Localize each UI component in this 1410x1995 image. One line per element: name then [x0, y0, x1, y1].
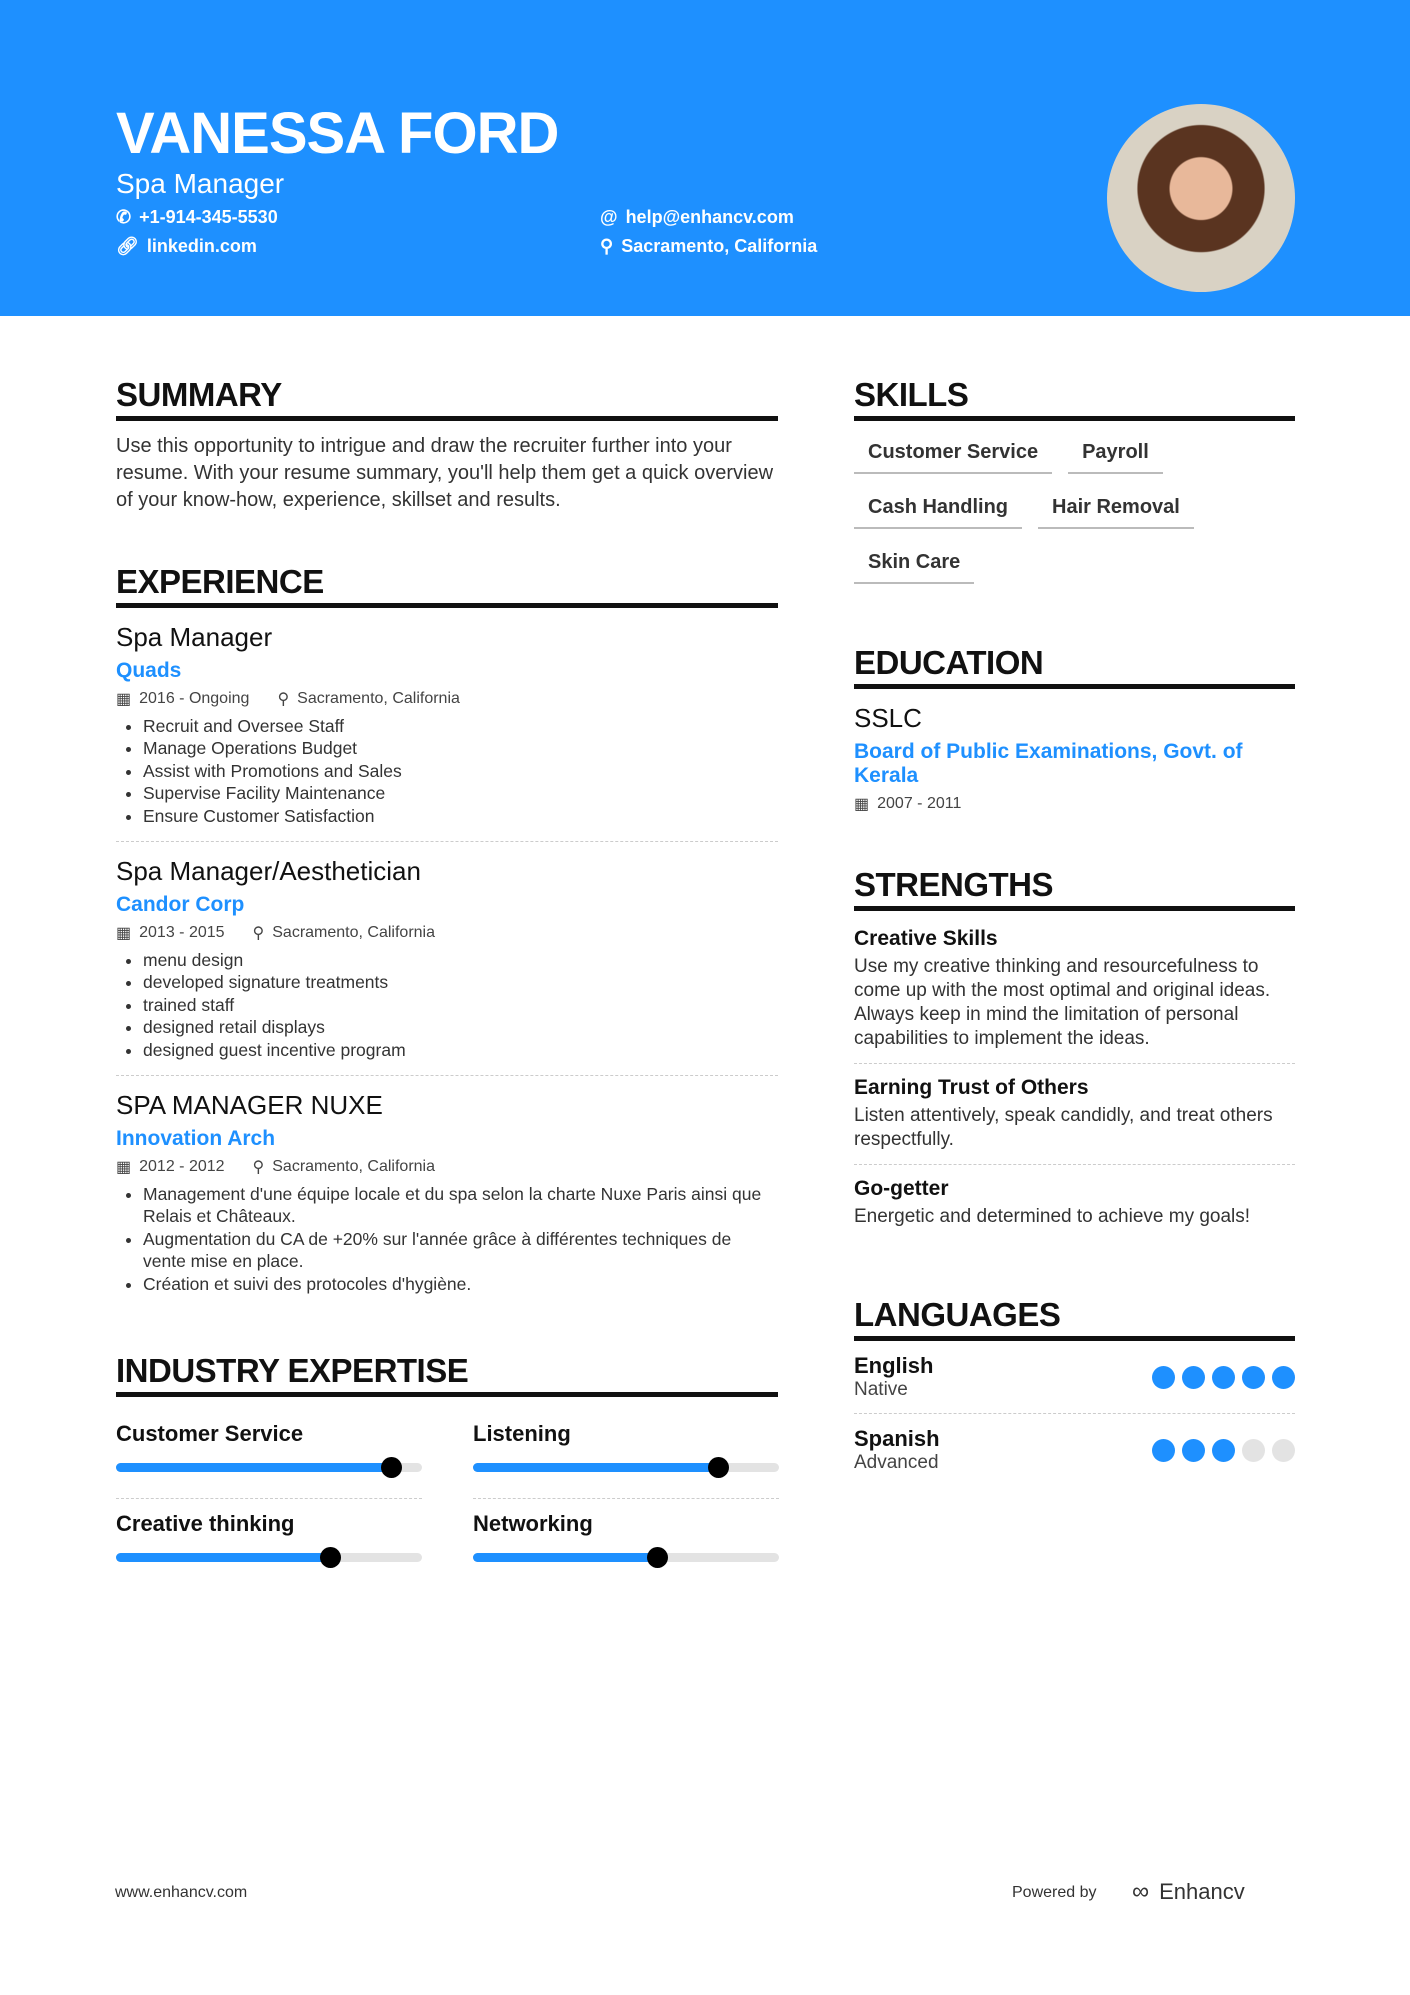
bullet-item: • Recruit and Oversee Staff	[143, 715, 778, 737]
job-entry	[116, 608, 778, 842]
bullet-list	[116, 1183, 778, 1295]
location	[253, 1157, 435, 1177]
bullet-item: • Assist with Promotions and Sales	[143, 760, 778, 782]
expertise-fill	[116, 1463, 391, 1472]
job-meta	[116, 1157, 778, 1177]
date	[116, 923, 225, 943]
expertise-fill	[473, 1553, 657, 1562]
location-text: Sacramento, California	[272, 1158, 435, 1176]
level-dot	[1272, 1366, 1295, 1389]
job-meta	[116, 689, 778, 709]
level-dot	[1152, 1439, 1175, 1462]
bullet-item: • Ensure Customer Satisfaction	[143, 805, 778, 827]
education-section	[854, 644, 1295, 814]
languages-section	[854, 1296, 1295, 1486]
date	[854, 794, 961, 814]
section-heading: EXPERIENCE	[116, 563, 778, 608]
expertise-item	[473, 1499, 779, 1588]
bullet-item: • designed guest incentive program	[143, 1039, 778, 1061]
date-text: 2007 - 2011	[877, 795, 962, 812]
footer-site[interactable]: www.enhancv.com	[115, 1884, 248, 1901]
section-heading: SKILLS	[854, 376, 1295, 421]
bullet-item: • designed retail displays	[143, 1016, 778, 1038]
language-text	[854, 1353, 933, 1401]
expertise-bar	[116, 1463, 422, 1472]
date-text: 2012 - 2012	[139, 1158, 225, 1176]
calendar-icon: ▦	[116, 925, 132, 943]
language-name: Spanish	[854, 1426, 940, 1451]
email-text[interactable]: help@enhancv.com	[625, 207, 794, 227]
language-item	[854, 1341, 1295, 1414]
job-entry	[116, 842, 778, 1076]
bullet-item: • Supervise Facility Maintenance	[143, 782, 778, 804]
level-dot	[1272, 1439, 1295, 1462]
expertise-label: Customer Service	[116, 1421, 304, 1446]
expertise-knob	[381, 1457, 402, 1478]
strength-title: Earning Trust of Others	[854, 1076, 1089, 1099]
phone-icon: ✆	[116, 207, 132, 227]
calendar-icon: ▦	[116, 691, 132, 708]
location-text: Sacramento, California	[272, 924, 435, 942]
expertise-fill	[116, 1553, 330, 1562]
summary-text: Use this opportunity to intrigue and draw the recruiter further into your resume. With your resume summary, you'll help them get a quick overview of your know-how, experience, skillset and results.	[116, 435, 774, 511]
location-pin-icon: ⚲	[600, 236, 614, 256]
calendar-icon: ▦	[854, 796, 870, 813]
language-item	[854, 1414, 1295, 1486]
skill-tag: Hair Removal	[1038, 490, 1194, 529]
language-dots	[1152, 1439, 1295, 1462]
level-dot	[1182, 1439, 1205, 1462]
date	[116, 1157, 225, 1177]
expertise-bar	[473, 1553, 779, 1562]
language-name: English	[854, 1353, 934, 1378]
strength-text: Listen attentively, speak candidly, and treat others respectfully.	[854, 1105, 1273, 1150]
link[interactable]	[116, 236, 257, 257]
level-dot	[1152, 1366, 1175, 1389]
strengths-section	[854, 866, 1295, 1241]
strength-text: Energetic and determined to achieve my goals!	[854, 1206, 1251, 1227]
phone-text: +1-914-345-5530	[139, 207, 278, 227]
bullet-item: • trained staff	[143, 994, 778, 1016]
expertise-fill	[473, 1463, 718, 1472]
level-dot	[1242, 1439, 1265, 1462]
section-heading: INDUSTRY EXPERTISE	[116, 1352, 778, 1397]
company: Innovation Arch	[116, 1127, 276, 1151]
language-dots	[1152, 1366, 1295, 1389]
bullet-list	[116, 715, 778, 827]
enhancv-logo	[1132, 1878, 1245, 1906]
date-text: 2013 - 2015	[139, 924, 225, 942]
expertise-label: Networking	[473, 1511, 593, 1536]
level-dot	[1212, 1439, 1235, 1462]
expertise-bar	[116, 1553, 422, 1562]
at-icon: @	[600, 207, 618, 227]
skill-tag: Payroll	[1068, 435, 1163, 474]
language-level: Advanced	[854, 1452, 939, 1473]
strength-title: Go-getter	[854, 1177, 949, 1200]
enhancv-logo-icon: ∞	[1132, 1878, 1150, 1905]
section-heading: SUMMARY	[116, 376, 778, 421]
location-pin-icon: ⚲	[252, 1159, 265, 1177]
link-text[interactable]: linkedin.com	[146, 236, 257, 256]
location	[277, 689, 459, 709]
email[interactable]	[600, 207, 794, 228]
expertise-item	[473, 1409, 779, 1499]
bullet-list	[116, 949, 778, 1061]
skill-tag: Skin Care	[854, 545, 974, 584]
language-text	[854, 1426, 940, 1474]
expertise-label: Listening	[473, 1421, 571, 1446]
job-title: SPA MANAGER NUXE	[116, 1090, 383, 1121]
bullet-item: • Management d'une équipe locale et du spa selon la charte Nuxe Paris ainsi que Relais et Châteaux.	[143, 1183, 778, 1228]
expertise-item	[116, 1409, 422, 1499]
expertise-knob	[647, 1547, 668, 1568]
bullet-item: • Augmentation du CA de +20% sur l'année grâce à différentes techniques de vente mise en place.	[143, 1228, 778, 1273]
bullet-item: • developed signature treatments	[143, 971, 778, 993]
job-title: Spa Manager	[116, 168, 285, 199]
strength-item	[854, 1064, 1295, 1165]
level-dot	[1182, 1366, 1205, 1389]
skill-tag: Customer Service	[854, 435, 1052, 474]
language-level: Native	[854, 1379, 908, 1400]
job-title: Spa Manager	[116, 622, 273, 652]
location-text: Sacramento, California	[297, 690, 460, 707]
date-text: 2016 - Ongoing	[139, 690, 250, 707]
expertise-label: Creative thinking	[116, 1511, 295, 1536]
footer-powered: Powered by	[1012, 1884, 1097, 1901]
skill-tag: Cash Handling	[854, 490, 1022, 529]
location-text: Sacramento, California	[621, 236, 818, 256]
expertise-knob	[320, 1547, 341, 1568]
location	[600, 236, 817, 257]
school: Board of Public Examinations, Govt. of Kerala	[854, 740, 1243, 787]
job-entry	[116, 1076, 778, 1309]
company: Quads	[116, 659, 182, 682]
location-pin-icon: ⚲	[252, 925, 265, 943]
name: VANESSA FORD	[116, 101, 559, 166]
expertise-item	[116, 1499, 422, 1588]
job-meta	[116, 923, 778, 943]
bullet-item: • Création et suivi des protocoles d'hygiène.	[143, 1273, 778, 1295]
bullet-item: • Manage Operations Budget	[143, 737, 778, 759]
section-heading: LANGUAGES	[854, 1296, 1295, 1341]
strength-text: Use my creative thinking and resourcefulness to come up with the most optimal and original ideas. Always keep in mind the limitation of personal capabilities to implement the ideas.	[854, 956, 1271, 1049]
expertise-section	[116, 1352, 778, 1588]
company: Candor Corp	[116, 893, 245, 917]
date	[116, 689, 249, 709]
skills-section	[854, 376, 1295, 584]
strength-item	[854, 1165, 1295, 1241]
expertise-bar	[473, 1463, 779, 1472]
section-heading: STRENGTHS	[854, 866, 1295, 911]
strength-title: Creative Skills	[854, 927, 998, 950]
brand-text: Enhancv	[1159, 1879, 1245, 1904]
job-title: Spa Manager/Aesthetician	[116, 856, 421, 887]
location-pin-icon: ⚲	[277, 691, 290, 708]
section-heading: EDUCATION	[854, 644, 1295, 689]
location	[253, 923, 435, 943]
level-dot	[1212, 1366, 1235, 1389]
calendar-icon: ▦	[116, 1159, 132, 1177]
phone	[116, 207, 278, 228]
summary-section	[116, 376, 778, 514]
strength-item	[854, 915, 1295, 1064]
avatar	[1107, 104, 1295, 292]
link-icon: 🔗︎	[116, 236, 139, 256]
expertise-knob	[708, 1457, 729, 1478]
degree: SSLC	[854, 703, 922, 733]
experience-section	[116, 563, 778, 1309]
bullet-item: • menu design	[143, 949, 778, 971]
header	[0, 0, 1410, 316]
level-dot	[1242, 1366, 1265, 1389]
